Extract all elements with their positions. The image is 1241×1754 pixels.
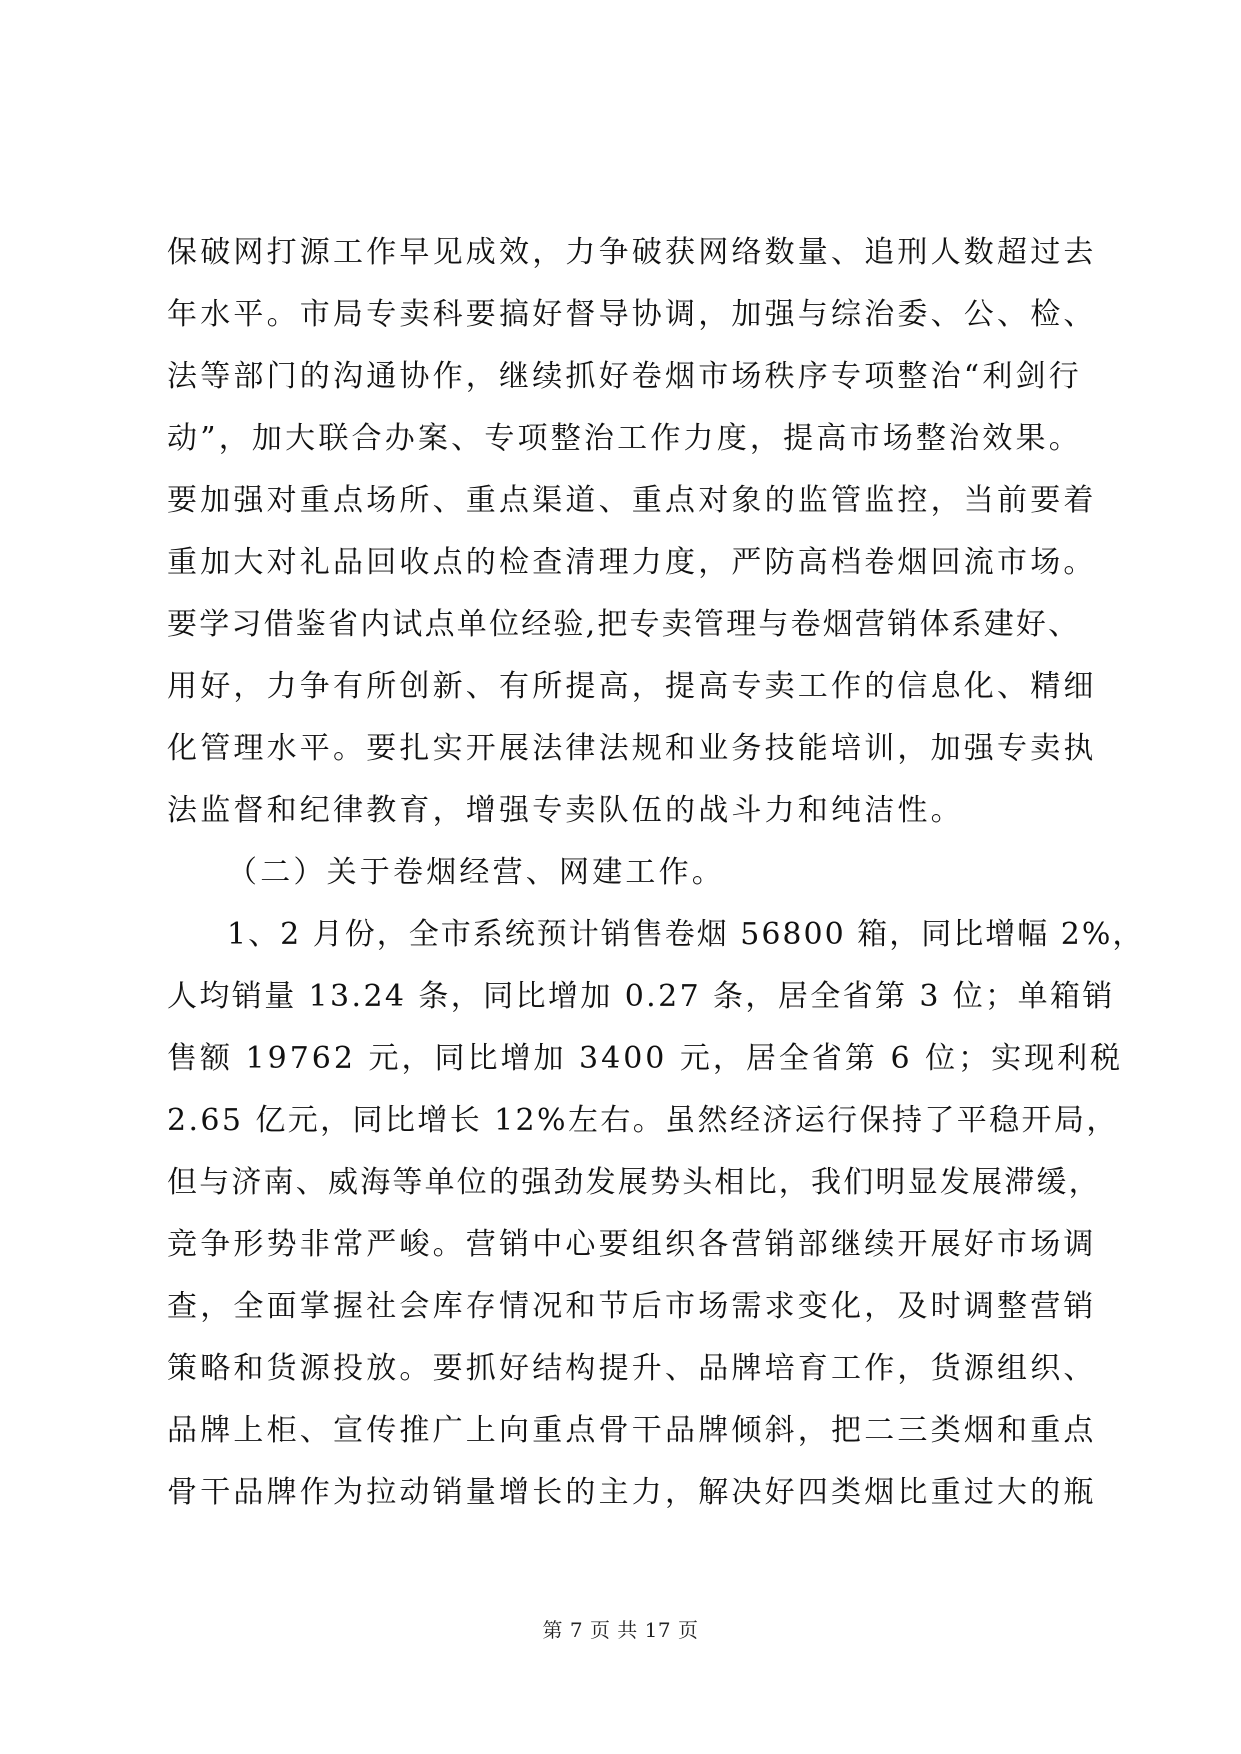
text-line: 售额 19762 元，同比增加 3400 元，居全省第 6 位；实现利税	[167, 1041, 1124, 1076]
text-line: 查，全面掌握社会库存情况和节后市场需求变化，及时调整营销	[167, 1289, 1097, 1324]
text-line: 法等部门的沟通协作，继续抓好卷烟市场秩序专项整治“利剑行	[167, 359, 1082, 394]
section-heading: （二）关于卷烟经营、网建工作。	[227, 855, 725, 890]
text-line: 年水平。市局专卖科要搞好督导协调，加强与综治委、公、检、	[167, 297, 1097, 332]
text-line: 2.65 亿元，同比增长 12%左右。虽然经济运行保持了平稳开局，	[167, 1103, 1119, 1138]
text-line: 竞争形势非常严峻。营销中心要组织各营销部继续开展好市场调	[167, 1227, 1097, 1262]
text-line: 要加强对重点场所、重点渠道、重点对象的监管监控，当前要着	[167, 483, 1097, 518]
text-line: 1、2 月份，全市系统预计销售卷烟 56800 箱，同比增幅 2%，	[227, 917, 1145, 952]
text-line: 重加大对礼品回收点的检查清理力度，严防高档卷烟回流市场。	[167, 545, 1097, 580]
text-line: 法监督和纪律教育，增强专卖队伍的战斗力和纯洁性。	[167, 793, 964, 828]
text-line: 策略和货源投放。要抓好结构提升、品牌培育工作，货源组织、	[167, 1351, 1097, 1386]
text-line: 动”，加大联合办案、专项整治工作力度，提高市场整治效果。	[167, 421, 1082, 456]
text-line: 要学习借鉴省内试点单位经验,把专卖管理与卷烟营销体系建好、	[167, 607, 1081, 642]
text-line: 保破网打源工作早见成效，力争破获网络数量、追刑人数超过去	[167, 235, 1097, 270]
text-line: 用好，力争有所创新、有所提高，提高专卖工作的信息化、精细	[167, 669, 1097, 704]
text-line: 品牌上柜、宣传推广上向重点骨干品牌倾斜，把二三类烟和重点	[167, 1413, 1097, 1448]
text-line: 骨干品牌作为拉动销量增长的主力，解决好四类烟比重过大的瓶	[167, 1475, 1097, 1510]
body-text	[167, 222, 1145, 1524]
text-line: 但与济南、威海等单位的强劲发展势头相比，我们明显发展滞缓，	[167, 1165, 1101, 1200]
text-line: 人均销量 13.24 条，同比增加 0.27 条，居全省第 3 位；单箱销	[167, 979, 1115, 1014]
text-line: 化管理水平。要扎实开展法律法规和业务技能培训，加强专卖执	[167, 731, 1097, 766]
page-number: 第 7 页 共 17 页	[542, 1618, 699, 1642]
